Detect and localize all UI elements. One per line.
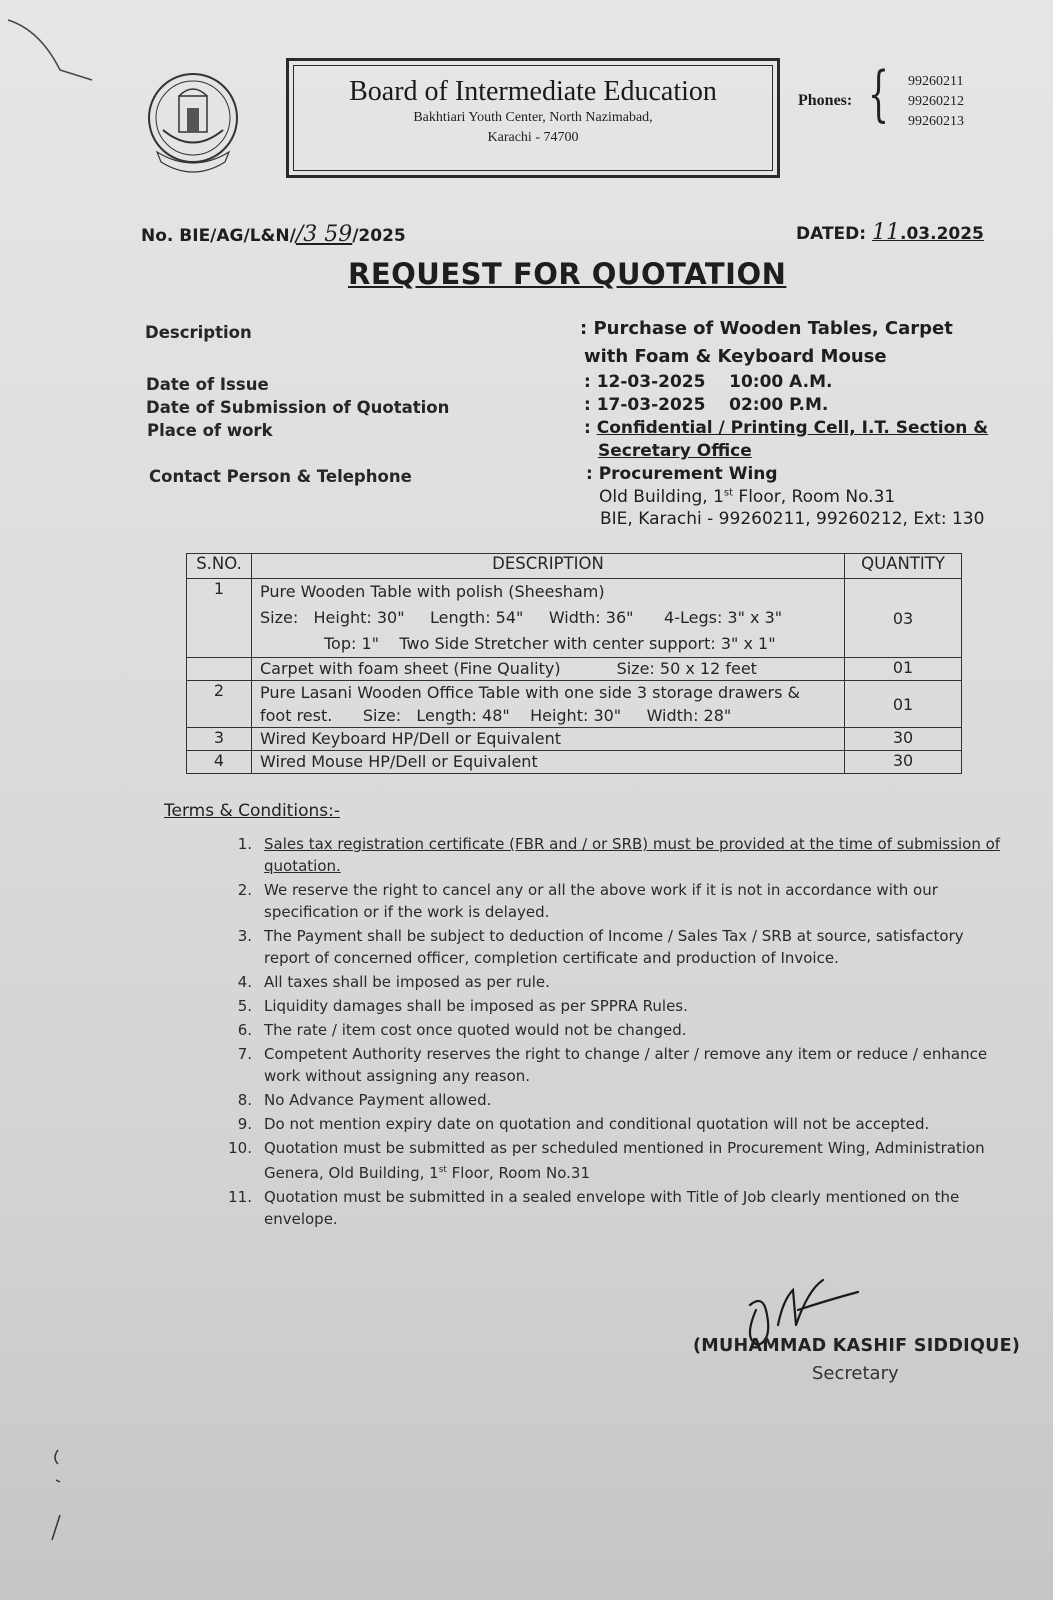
signatory-title: Secretary	[812, 1363, 899, 1384]
term-number: 9.	[237, 1115, 252, 1133]
term-item	[226, 1137, 1006, 1184]
row4-sno: 4	[187, 751, 252, 774]
row1b-quantity: 01	[845, 658, 962, 681]
row1-description	[252, 579, 845, 658]
term-text-post: Floor, Room No.31	[446, 1164, 590, 1182]
place-label: Place of work	[147, 421, 273, 440]
header-sno: S.NO.	[187, 554, 252, 579]
row4-description	[252, 751, 845, 774]
description-line1: : Purchase of Wooden Tables, Carpet	[580, 318, 953, 339]
row3-quantity: 30	[845, 728, 962, 751]
issue-label: Date of Issue	[146, 375, 269, 394]
term-item	[226, 971, 1006, 993]
term-number: 11.	[228, 1188, 252, 1206]
row4-quantity: 30	[845, 751, 962, 774]
term-number: 8.	[237, 1091, 252, 1109]
term-item	[226, 1019, 1006, 1041]
row1b-desc-a: Carpet with foam sheet (Fine Quality)	[260, 659, 561, 678]
dated-field	[796, 220, 984, 245]
ref-handwritten: /3 59	[295, 222, 353, 247]
term-text: Liquidity damages shall be imposed as per SPPRA Rules.	[264, 997, 688, 1015]
terms-heading: Terms & Conditions:-	[164, 801, 340, 821]
dated-handwritten-day: 11	[872, 220, 900, 245]
term-text: Do not mention expiry date on quotation and conditional quotation will not be accepted.	[264, 1115, 930, 1133]
contact-line1: : Procurement Wing	[586, 464, 778, 484]
term-number: 2.	[237, 881, 252, 899]
term-item	[226, 995, 1006, 1017]
reference-number	[141, 222, 406, 247]
term-item	[226, 833, 1006, 877]
row1-line3: Top: 1" Two Side Stretcher with center support: 3" x 1"	[324, 634, 776, 653]
place-colon: :	[584, 418, 597, 438]
term-number: 7.	[237, 1045, 252, 1063]
contact-line2	[599, 487, 895, 507]
term-number: 6.	[237, 1021, 252, 1039]
term-item	[226, 1113, 1006, 1135]
org-address-line1: Bakhtiari Youth Center, North Nazimabad,	[413, 110, 653, 125]
page-title: REQUEST FOR QUOTATION	[348, 257, 787, 291]
term-text: Quotation must be submitted in a sealed envelope with Title of Job clearly mentioned on the envelope.	[264, 1188, 960, 1228]
term-number: 10.	[228, 1139, 252, 1157]
row2-line2: foot rest. Size: Length: 48" Height: 30" Width: 28"	[260, 706, 732, 725]
term-item	[226, 879, 1006, 923]
org-name: Board of Intermediate Education	[349, 76, 717, 107]
row1b-sno	[187, 658, 252, 681]
term-text: Sales tax registration certificate (FBR and / or SRB) must be provided at the time of submission of quotation.	[264, 835, 1001, 875]
letterhead-box	[286, 58, 780, 178]
table-row	[187, 658, 962, 681]
place-line1-text: Confidential / Printing Cell, I.T. Section &	[596, 418, 989, 438]
row1-line2: Size: Height: 30" Length: 54" Width: 36" 4-Legs: 3" x 3"	[260, 608, 783, 627]
board-seal-logo	[143, 70, 243, 182]
submission-label: Date of Submission of Quotation	[146, 398, 450, 417]
row2-description	[252, 681, 845, 728]
dated-value	[872, 220, 984, 245]
table-header-row	[187, 554, 962, 579]
header-description: DESCRIPTION	[252, 554, 845, 579]
paper-corner-mark	[0, 10, 100, 90]
term-item	[226, 1089, 1006, 1111]
place-line1	[584, 418, 988, 438]
phones-list	[908, 72, 964, 132]
row1b-desc-b: Size: 50 x 12 feet	[616, 659, 757, 678]
row1-quantity: 03	[845, 579, 962, 658]
table-row	[187, 728, 962, 751]
row3-description	[252, 728, 845, 751]
phone-number: 99260213	[908, 114, 964, 129]
dated-label: DATED:	[796, 224, 867, 244]
contact-line2-sup: st	[723, 487, 734, 499]
row2-quantity: 01	[845, 681, 962, 728]
contact-line2-pre: Old Building, 1	[599, 487, 724, 507]
table-row	[187, 681, 962, 728]
term-text: The rate / item cost once quoted would not be changed.	[264, 1021, 687, 1039]
dated-rest: .03.2025	[900, 224, 984, 244]
contact-line3: BIE, Karachi - 99260211, 99260212, Ext: 130	[600, 509, 985, 529]
term-number: 3.	[237, 927, 252, 945]
row2-line1: Pure Lasani Wooden Office Table with one side 3 storage drawers &	[260, 683, 800, 702]
issue-value: : 12-03-2025 10:00 A.M.	[584, 372, 833, 392]
description-label: Description	[145, 323, 252, 342]
term-number: 1.	[237, 835, 252, 853]
row2-sno: 2	[187, 681, 252, 728]
term-item	[226, 925, 1006, 969]
signatory-name: (MUHAMMAD KASHIF SIDDIQUE)	[693, 1336, 1021, 1356]
term-text: All taxes shall be imposed as per rule.	[264, 973, 550, 991]
phones-brace: {	[868, 59, 890, 129]
term-number: 5.	[237, 997, 252, 1015]
phone-number: 99260212	[908, 94, 964, 109]
term-text: We reserve the right to cancel any or all the above work if it is not in accordance with our specification or if the work is delayed.	[264, 881, 938, 921]
table-row	[187, 579, 962, 658]
term-number: 4.	[237, 973, 252, 991]
submission-value: : 17-03-2025 02:00 P.M.	[584, 395, 829, 415]
description-line2: with Foam & Keyboard Mouse	[584, 346, 887, 367]
items-table	[186, 553, 962, 774]
place-line2: Secretary Office	[598, 441, 752, 461]
term-item	[226, 1186, 1006, 1230]
table-row	[187, 751, 962, 774]
terms-list	[226, 833, 1006, 1232]
row3-desc-text: Wired Keyboard HP/Dell or Equivalent	[260, 729, 562, 748]
row1-sno: 1	[187, 579, 252, 658]
term-sup: st	[438, 1165, 447, 1175]
term-item	[226, 1043, 1006, 1087]
term-text: No Advance Payment allowed.	[264, 1091, 492, 1109]
row4-desc-text: Wired Mouse HP/Dell or Equivalent	[260, 752, 538, 771]
row1b-description	[252, 658, 845, 681]
contact-label: Contact Person & Telephone	[149, 467, 412, 486]
phones-label: Phones:	[798, 92, 853, 109]
org-address-line2: Karachi - 74700	[487, 130, 579, 145]
header-quantity: QUANTITY	[845, 554, 962, 579]
row3-sno: 3	[187, 728, 252, 751]
margin-pen-mark	[44, 1440, 74, 1550]
ref-prefix: No. BIE/AG/L&N/	[141, 226, 296, 246]
term-text: The Payment shall be subject to deduction of Income / Sales Tax / SRB at source, satisfactory report of concerned officer, completion certificate and production of Invoice.	[264, 927, 964, 967]
term-text: Quotation must be submitted as per scheduled mentioned in Procurement Wing, Administration Genera, Old Building, 1	[264, 1139, 985, 1182]
row1-line1: Pure Wooden Table with polish (Sheesham)	[260, 582, 605, 601]
term-text: Competent Authority reserves the right to change / alter / remove any item or reduce / enhance work without assigning any reason.	[264, 1045, 988, 1085]
contact-line2-post: Floor, Room No.31	[733, 487, 896, 507]
phone-number: 99260211	[908, 74, 964, 89]
ref-suffix: /2025	[352, 226, 406, 246]
